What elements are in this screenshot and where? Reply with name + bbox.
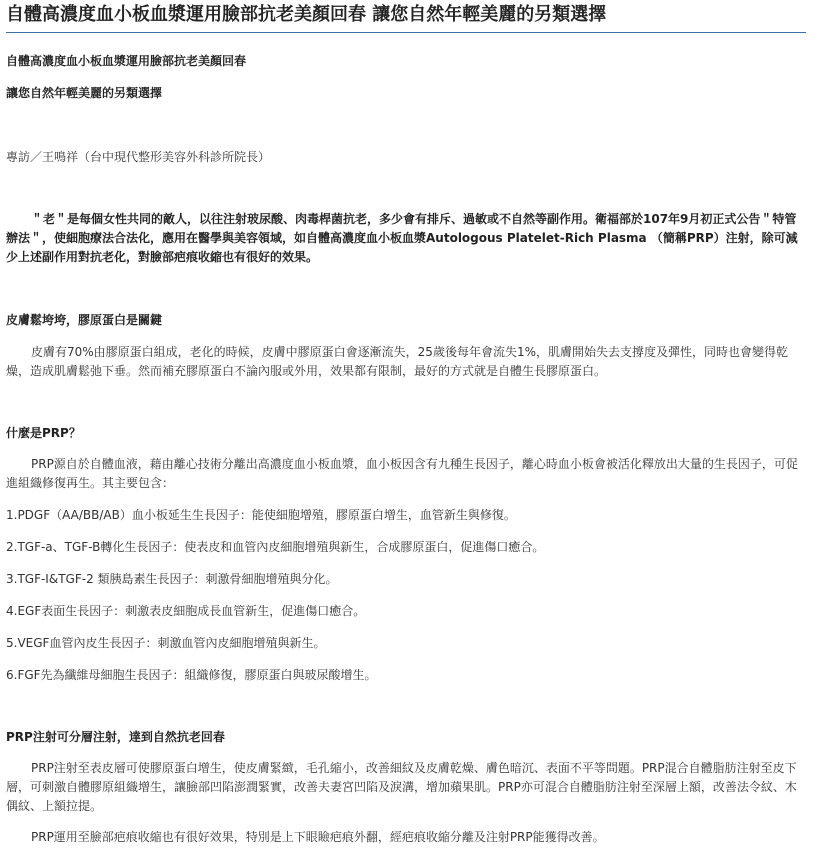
list-item: 5.VEGF血管內皮生長因子：刺激血管內皮細胞增殖與新生。 [6, 636, 326, 650]
list-item: 4.EGF表面生長因子：刺激表皮細胞成長血管新生，促進傷口癒合。 [6, 604, 366, 618]
list-item: 3.TGF-I&TGF-2 類胰島素生長因子：刺激骨細胞增殖與分化。 [6, 572, 338, 586]
article-body [6, 52, 806, 847]
section-heading-layered-injection: PRP注射可分層注射，達到自然抗老回春 [6, 730, 225, 744]
section-body-collagen: 皮膚有70%由膠原蛋白組成，老化的時候，皮膚中膠原蛋白會逐漸流失，25歲後每年會流失1%，肌膚開始失去支撐度及彈性，同時也會變得乾燥，造成肌膚鬆弛下垂。然而補充膠原蛋白不論內服或外用，效果都有限制，最好的方式就是自體生長膠原蛋白。 [6, 345, 788, 378]
subtitle-1: 自體高濃度血小板血漿運用臉部抗老美顏回春 [6, 54, 247, 68]
section-heading-collagen: 皮膚鬆垮垮，膠原蛋白是關鍵 [6, 313, 163, 327]
list-item: 6.FGF先為纖維母細胞生長因子：組織修復，膠原蛋白與玻尿酸增生。 [6, 668, 377, 682]
list-item: 1.PDGF（AA/BB/AB）血小板延生生長因子：能使細胞增殖，膠原蛋白增生，血管新生與修復。 [6, 508, 516, 522]
interview-credit: 專訪／王鳴祥（台中現代整形美容外科診所院長） [6, 150, 271, 164]
intro-paragraph: ＂老＂是每個女性共同的敵人，以往注射玻尿酸、肉毒桿菌抗老，多少會有排斥、過敏或不自然等副作用。衛福部於107年9月初正式公告＂特管辦法＂，使細胞療法合法化，應用在醫學與美容領域，如自體高濃度血小板血漿Autologous Platelet-Rich Plasma （簡稱PRP）注射，除可減少上述副作用對抗老化，對臉部疤痕收縮也有很好的效果。 [6, 212, 798, 264]
subtitle-2: 讓您自然年輕美麗的另類選擇 [6, 86, 163, 100]
section-heading-prp: 什麼是PRP？ [6, 426, 81, 440]
section-body-layered-injection: PRP注射至表皮層可使膠原蛋白增生，使皮膚緊緻，毛孔縮小，改善細紋及皮膚乾燥、膚色暗沉、表面不平等問題。PRP混合自體脂肪注射至皮下層，可刺激自體膠原組織增生，讓臉部凹陷澎潤緊實，改善夫妻宮凹陷及淚溝，增加蘋果肌。PRP亦可混合自體脂肪注射至深層上額，改善法令紋、木偶紋、上額拉提。 [6, 761, 797, 813]
list-item: 2.TGF-a、TGF-B轉化生長因子：使表皮和血管內皮細胞增殖與新生，合成膠原蛋白，促進傷口癒合。 [6, 540, 545, 554]
section-body-scar: PRP運用至臉部疤痕收縮也有很好效果，特別是上下眼瞼疤痕外翻，經疤痕收縮分離及注射PRP能獲得改善。 [31, 830, 605, 844]
section-body-prp: PRP源自於自體血液，藉由離心技術分離出高濃度血小板血漿，血小板因含有九種生長因子，離心時血小板會被活化釋放出大量的生長因子，可促進組織修復再生。其主要包含： [6, 457, 798, 490]
page-title: 自體高濃度血小板血漿運用臉部抗老美顏回春 讓您自然年輕美麗的另類選擇 [6, 0, 806, 33]
